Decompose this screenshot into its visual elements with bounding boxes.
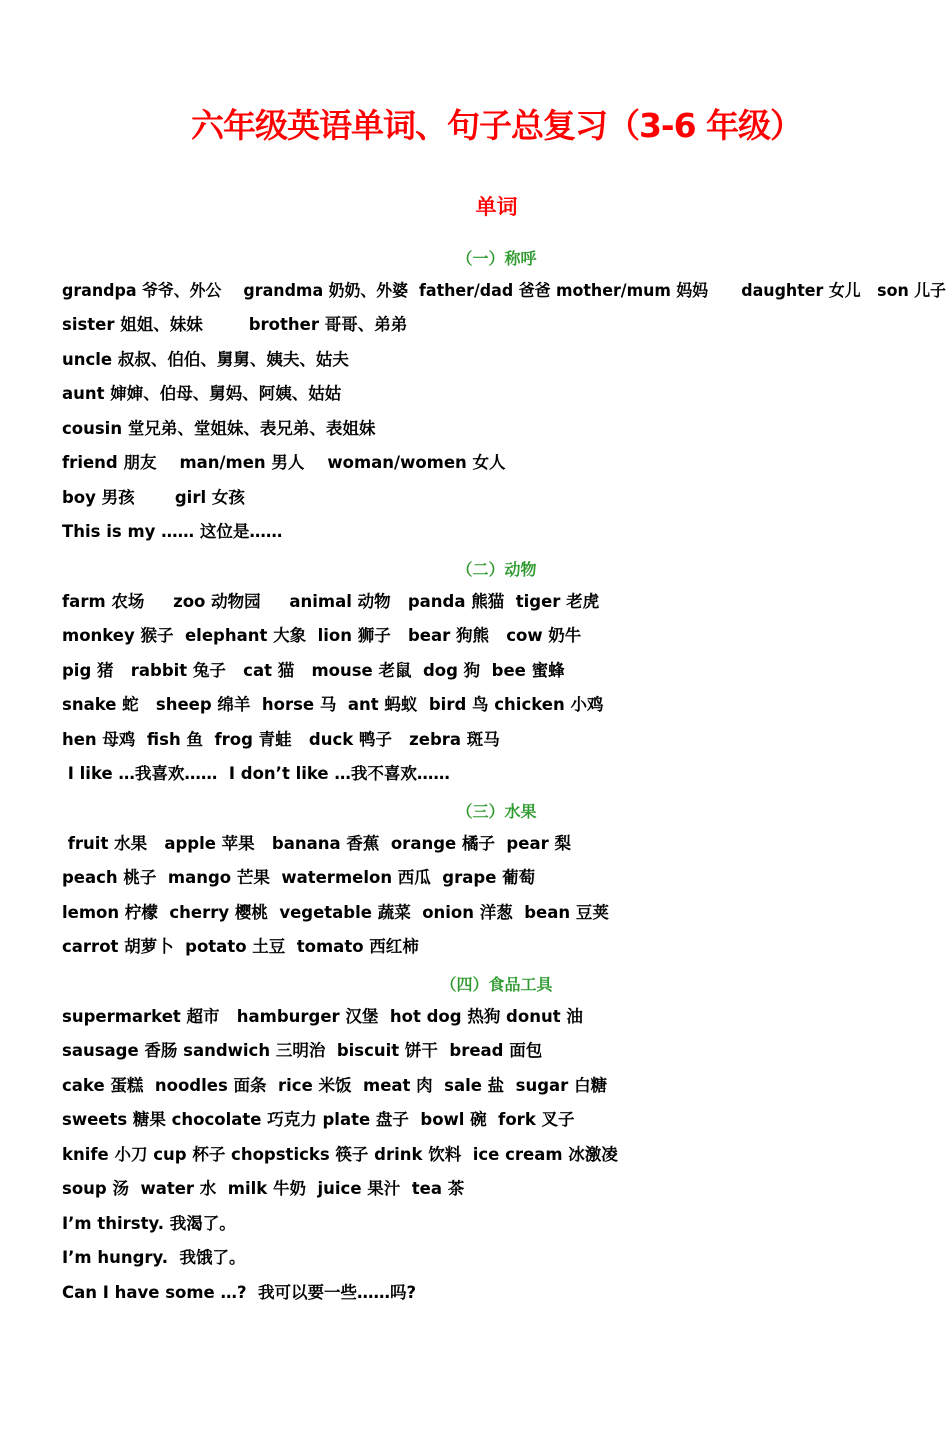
vocab-line: supermarket 超市 hamburger 汉堡 hot dog 热狗 donut 油	[62, 1007, 583, 1026]
vocab-line: grandpa 爷爷、外公 grandma 奶奶、外婆 father/dad 爸爸 mother/mum 妈妈 daughter 女儿 son 儿子	[62, 281, 947, 300]
sentence-line: I’m thirsty. 我渴了。	[62, 1214, 236, 1233]
vocab-line: monkey 猴子 elephant 大象 lion 狮子 bear 狗熊 cow 奶牛	[62, 626, 582, 645]
vocab-line: carrot 胡萝卜 potato 土豆 tomato 西红柿	[62, 937, 419, 956]
vocab-line: uncle 叔叔、伯伯、舅舅、姨夫、姑夫	[62, 350, 349, 369]
vocab-line: hen 母鸡 fish 鱼 frog 青蛙 duck 鸭子 zebra 斑马	[62, 730, 500, 749]
vocab-line: fruit 水果 apple 苹果 banana 香蕉 orange 橘子 pear 梨	[62, 834, 571, 853]
sentence-line: This is my …… 这位是……	[62, 522, 283, 541]
heading-animals: （二）动物	[456, 560, 537, 579]
vocab-line: soup 汤 water 水 milk 牛奶 juice 果汁 tea 茶	[62, 1179, 465, 1198]
heading-address-terms: （一）称呼	[456, 249, 537, 268]
vocab-line: boy 男孩 girl 女孩	[62, 488, 245, 507]
vocab-line: farm 农场 zoo 动物园 animal 动物 panda 熊猫 tiger 老虎	[62, 592, 600, 611]
sentence-line: I’m hungry. 我饿了。	[62, 1248, 246, 1267]
vocab-line: pig 猪 rabbit 兔子 cat 猫 mouse 老鼠 dog 狗 bee 蜜蜂	[62, 661, 565, 680]
vocab-line: knife 小刀 cup 杯子 chopsticks 筷子 drink 饮料 ice cream 冰激凌	[62, 1145, 618, 1164]
heading-fruits: （三）水果	[456, 802, 537, 821]
vocab-line: aunt 婶婶、伯母、舅妈、阿姨、姑姑	[62, 384, 342, 403]
vocab-line: cousin 堂兄弟、堂姐妹、表兄弟、表姐妹	[62, 419, 376, 438]
vocab-line: peach 桃子 mango 芒果 watermelon 西瓜 grape 葡萄	[62, 868, 536, 887]
vocab-line: sister 姐姐、妹妹 brother 哥哥、弟弟	[62, 315, 408, 334]
sentence-line: I like …我喜欢…… I don’t like …我不喜欢……	[62, 764, 450, 783]
vocab-line: snake 蛇 sheep 绵羊 horse 马 ant 蚂蚁 bird 鸟 chicken 小鸡	[62, 695, 604, 714]
section-title: 单词	[475, 195, 518, 219]
vocab-line: sausage 香肠 sandwich 三明治 biscuit 饼干 bread 面包	[62, 1041, 543, 1060]
heading-food-tools: （四）食品工具	[440, 975, 553, 994]
sentence-line: Can I have some …? 我可以要一些……吗?	[62, 1283, 417, 1302]
vocab-line: cake 蛋糕 noodles 面条 rice 米饭 meat 肉 sale 盐 sugar 白糖	[62, 1076, 608, 1095]
vocab-line: friend 朋友 man/men 男人 woman/women 女人	[62, 453, 506, 472]
vocab-line: lemon 柠檬 cherry 樱桃 vegetable 蔬菜 onion 洋葱 bean 豆荚	[62, 903, 609, 922]
vocab-line: sweets 糖果 chocolate 巧克力 plate 盘子 bowl 碗 fork 叉子	[62, 1110, 575, 1129]
document-title: 六年级英语单词、句子总复习（3-6 年级）	[190, 106, 803, 145]
